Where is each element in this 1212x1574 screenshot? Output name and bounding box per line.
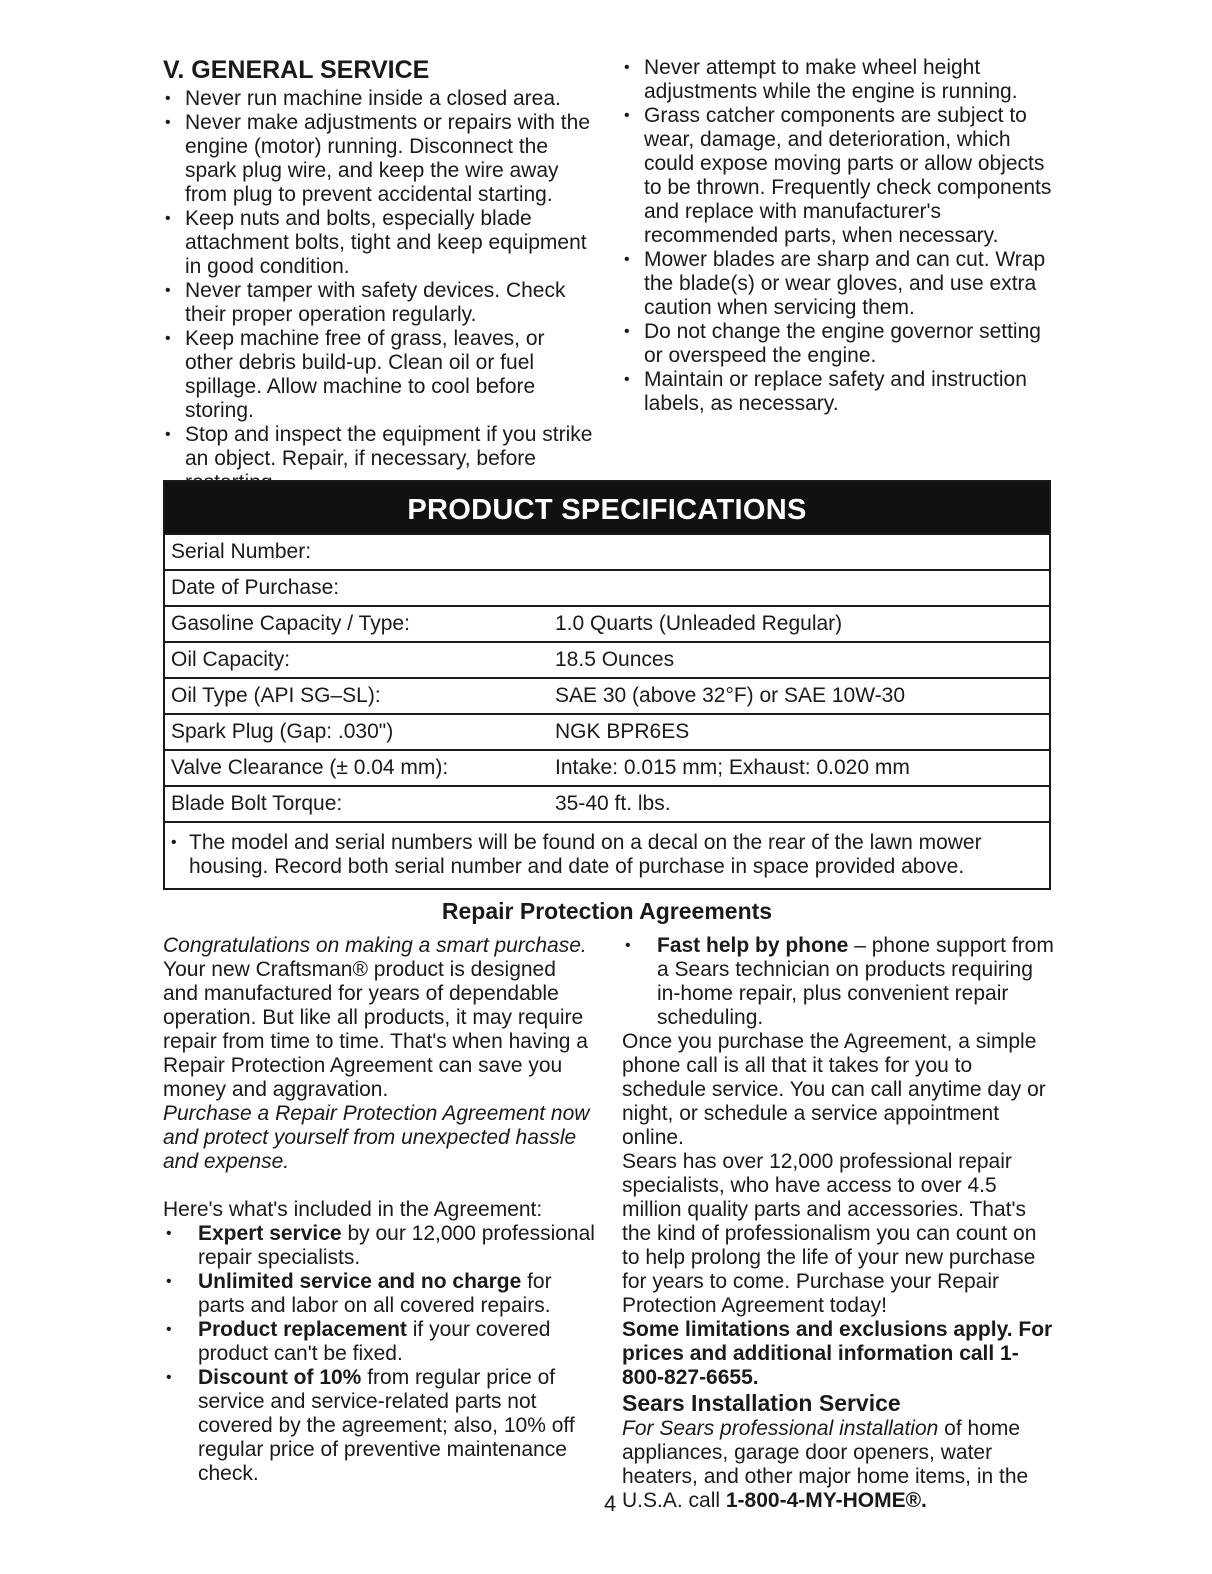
benefit-title: Unlimited service and no charge (198, 1270, 522, 1293)
list-item: • Never run machine inside a closed area. (163, 87, 595, 111)
list-item: • Do not change the engine governor setting or overspeed the engine. (622, 320, 1052, 368)
spec-row-date-of-purchase (165, 569, 1049, 605)
general-service-list-right (622, 56, 1052, 416)
rpa-title: Repair Protection Agreements (441, 898, 773, 924)
benefit-text: by our 12,000 professional repair specialists. (198, 1222, 595, 1269)
rpa-right-column (622, 934, 1054, 1513)
general-service-right (622, 56, 1052, 416)
spec-row-oil-type (165, 677, 1049, 713)
spec-value: 35-40 ft. lbs. (555, 792, 671, 815)
spec-value: NGK BPR6ES (555, 720, 690, 743)
installation-title: Sears Installation Service (622, 1390, 901, 1416)
spec-label: Spark Plug (Gap: .030") (171, 720, 394, 743)
benefit-title: Fast help by phone (657, 934, 849, 957)
spec-value: SAE 30 (above 32°F) or SAE 10W-30 (555, 684, 906, 707)
installation-paragraph (622, 1417, 1054, 1513)
spec-value: 18.5 Ounces (555, 648, 675, 671)
spec-label: Blade Bolt Torque: (171, 792, 343, 815)
spec-label: Date of Purchase: (171, 576, 340, 599)
rpa-intro (163, 934, 595, 1102)
rpa-benefits-list-continued (622, 934, 1054, 1030)
spec-row-spark-plug (165, 713, 1049, 749)
list-item (163, 1270, 595, 1318)
benefit-title: Discount of 10% (198, 1366, 362, 1389)
list-item (163, 1222, 595, 1270)
spec-label: Gasoline Capacity / Type: (171, 612, 410, 635)
rpa-intro-italic: Congratulations on making a smart purchase. (163, 934, 587, 957)
spec-row-serial-number (165, 533, 1049, 569)
installation-text: of home appliances, garage door openers, water heaters, and other major home items, in the U.S.A. call (622, 1417, 1029, 1512)
spec-note-text: • The model and serial numbers will be found on a decal on the rear of the lawn mower housing. Record both serial number and date of purchase in space provided above. (171, 831, 1043, 879)
benefit-text: from regular price of service and service-related parts not covered by the agreement; also, 10% off regular price of preventive maintenance check. (198, 1366, 575, 1485)
rpa-included-heading: Here's what's included in the Agreement: (163, 1198, 543, 1221)
spec-value: Intake: 0.015 mm; Exhaust: 0.020 mm (555, 756, 910, 779)
list-item: • Mower blades are sharp and can cut. Wrap the blade(s) or wear gloves, and use extra caution when servicing them. (622, 248, 1052, 320)
section-title: V. GENERAL SERVICE (163, 56, 430, 84)
spec-note (165, 821, 1049, 888)
list-item: • Maintain or replace safety and instruction labels, as necessary. (622, 368, 1052, 416)
spec-label: Serial Number: (171, 540, 312, 563)
spec-row-blade-bolt-torque (165, 785, 1049, 821)
spec-row-gasoline (165, 605, 1049, 641)
page-number: 4 (604, 1491, 617, 1516)
rpa-once-paragraph: Once you purchase the Agreement, a simple phone call is all that it takes for you to schedule service. You can call anytime day or night, or schedule a service appointment online. (622, 1030, 1046, 1149)
spec-row-valve-clearance (165, 749, 1049, 785)
spec-value (555, 571, 1049, 605)
list-item: • Stop and inspect the equipment if you strike an object. Repair, if necessary, before (163, 423, 595, 495)
list-item: • Never tamper with safety devices. Check their proper operation regularly. (163, 279, 595, 327)
spec-value (555, 535, 1049, 569)
product-specifications-table (163, 480, 1051, 890)
spec-row-oil-capacity (165, 641, 1049, 677)
benefit-text: for parts and labor on all covered repairs. (198, 1270, 552, 1317)
general-service-list-left (163, 87, 595, 495)
installation-italic: For Sears professional installation (622, 1417, 939, 1440)
spec-table-title: PRODUCT SPECIFICATIONS (165, 482, 1049, 533)
list-item (622, 934, 1054, 1030)
rpa-intro-text: Your new Craftsman® product is designed and manufactured for years of dependable operation. But like all products, it may require repair from time to time. That's when having a Repair Protection Agreement can save you money and aggravation. (163, 958, 588, 1101)
list-item (163, 1318, 595, 1366)
list-item (163, 1366, 595, 1486)
list-item: • Never make adjustments or repairs with the engine (motor) running. Disconnect the spark plug wire, and keep the wire away from plug to prevent accidental starting. (163, 111, 595, 207)
benefit-text: – phone support from a Sears technician on products requiring in-home repair, plus convenient repair scheduling. (657, 934, 1054, 1029)
benefit-title: Product replacement (198, 1318, 407, 1341)
installation-phone: 1-800-4-MY-HOME®. (725, 1489, 927, 1512)
spec-value: 1.0 Quarts (Unleaded Regular) (555, 612, 843, 635)
benefit-text: if your covered product can't be fixed. (198, 1318, 551, 1365)
list-item: • Keep machine free of grass, leaves, or other debris build-up. Clean oil or fuel spillage. Allow machine to cool before storing. (163, 327, 595, 423)
rpa-sears-paragraph: Sears has over 12,000 professional repair specialists, who have access to over 4.5 million quality parts and accessories. That's the kind of professionalism you can count on to help prolong the life of your new purchase for years to come. Purchase your Repair Protection Agreement today! (622, 1150, 1037, 1317)
spec-label: Valve Clearance (± 0.04 mm): (171, 756, 449, 779)
list-item: • Grass catcher components are subject to wear, damage, and deterioration, which could expose moving parts or allow objects to be thrown. Frequently check components and replace with manufacturer's recommended parts, when necessary. (622, 104, 1052, 248)
spec-label: Oil Type (API SG–SL): (171, 684, 381, 707)
list-item: • Never attempt to make wheel height adjustments while the engine is running. (622, 56, 1052, 104)
list-item: • Keep nuts and bolts, especially blade attachment bolts, tight and keep equipment in good condition. (163, 207, 595, 279)
rpa-purchase-note: Purchase a Repair Protection Agreement now and protect yourself from unexpected hassle and expense. (163, 1102, 590, 1173)
rpa-limitations: Some limitations and exclusions apply. For prices and additional information call 1-800-827-6655. (622, 1318, 1053, 1389)
rpa-left-column (163, 934, 595, 1486)
spec-label: Oil Capacity: (171, 648, 291, 671)
benefit-title: Expert service (198, 1222, 342, 1245)
general-service-left (163, 55, 595, 495)
rpa-benefits-list (163, 1222, 595, 1486)
